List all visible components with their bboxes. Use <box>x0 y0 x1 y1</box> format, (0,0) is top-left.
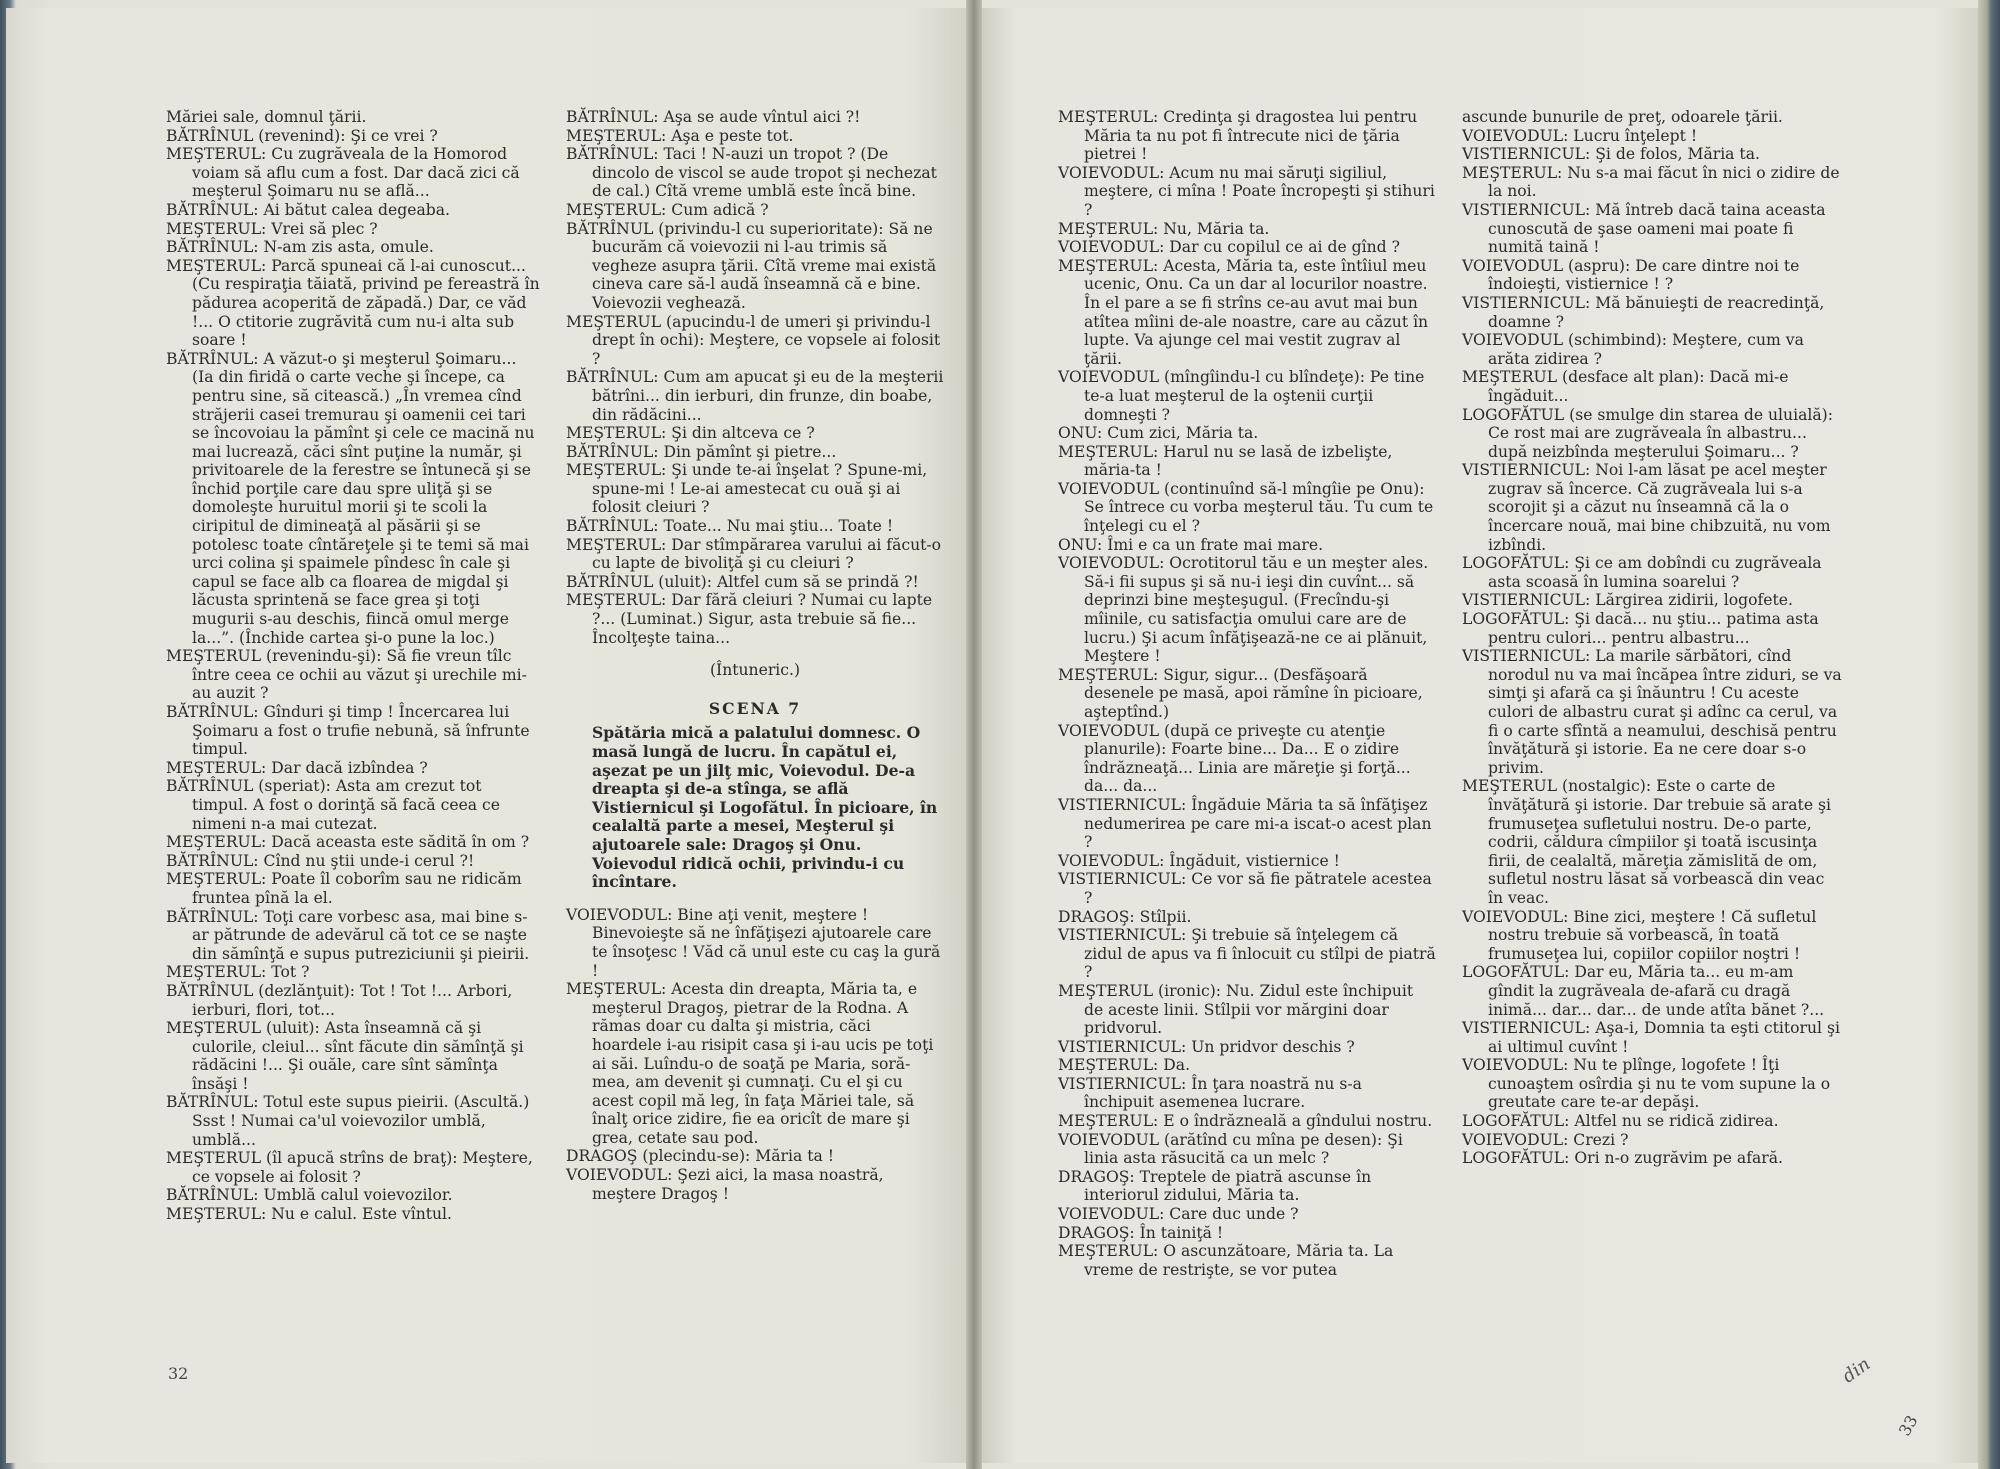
dialogue-line: MEŞTERUL: Şi unde te-ai înşelat ? Spune-mi, spune-mi ! Le-ai amestecat cu ouă şi ai folosit cleiuri ? <box>566 461 928 517</box>
page-number-left: 32 <box>168 1364 189 1383</box>
dialogue-line: VOIEVODUL: Şezi aici, la masa noastră, meştere Dragoş ! <box>566 1166 884 1203</box>
dialogue-line: MEŞTERUL: Cum adică ? <box>566 200 769 219</box>
dialogue-line: Măriei sale, domnul ţării. <box>166 108 367 126</box>
dialogue-line: MEŞTERUL: Aşa e peste tot. <box>566 126 794 145</box>
dialogue-line: DRAGOŞ (plecindu-se): Măria ta ! <box>566 1147 834 1166</box>
dialogue-line: BĂTRÎNUL: A văzut-o şi meşterul Şoimaru... (Ia din firidă o carte veche şi începe, ca pentru sine, să citească.) „În vremea cînd străjerii casei tremurau şi oamenii cei tari se încovoiau la pămînt şi cele ce macină nu mai lucrează, căci sînt puţine la număr, şi privitoarele de la ferestre se întunecă şi se închid porţile care dau spre uliţă şi se domoleşte huruitul morii şi te scoli la ciripitul de dimineaţă al păsării şi se potolesc toate cîntăreţele şi te temi să mai urci colina şi spaimele pîndesc în cale şi capul se face alb ca floarea de migdal şi lăcusta sprintenă se face grea şi toţi mugurii s-au deschis, fiincă omul merge la...”. (Închide cartea şi-o pune la loc.) <box>166 349 535 647</box>
right-column-1 <box>1058 108 1436 1279</box>
dialogue-line: MEŞTERUL: Tot ? <box>166 963 310 982</box>
dialogue-line: DRAGOŞ: Stîlpii. <box>1058 907 1192 926</box>
scene-description: Spătăria mică a palatului domnesc. O masă lungă de lucru. În capătul ei, aşezat pe un jilţ mic, Voievodul. De-a dreapta şi de-a stînga, se află Vistiernicul şi Logofătul. În picioare, în cealaltă parte a mesei, Meşterul şi ajutoarele sale: Dragoş şi Onu. Voievodul ridică ochii, privindu-i cu încîntare. <box>592 723 938 892</box>
dialogue-line: VOIEVODUL: Bine zici, meştere ! Că sufletul nostru trebuie să vorbească, în toată frumuseţea lui, copiilor copiilor noştri ! <box>1462 907 1817 963</box>
dialogue-line: VOIEVODUL (schimbind): Meştere, cum va arăta zidirea ? <box>1462 331 1804 368</box>
left-column-1 <box>166 108 542 1224</box>
book-cover-edge <box>1978 0 2000 1469</box>
dialogue-line: MEŞTERUL (apucindu-l de umeri şi privindu-l drept în ochi): Meştere, ce vopsele ai folosit ? <box>566 312 941 368</box>
dialogue-line: VISTIERNICUL: Şi de folos, Măria ta. <box>1462 145 1760 164</box>
dialogue-line: VOIEVODUL (mîngîindu-l cu blîndeţe): Pe tine te-a luat meşterul de la oştenii curţii domneşti ? <box>1058 368 1425 424</box>
dialogue-line: VOIEVODUL: Nu te plînge, logofete ! Îţi cunoaştem osîrdia şi nu te vom supune la o greutate care te-ar depăşi. <box>1462 1056 1831 1112</box>
left-column-2 <box>566 108 944 1203</box>
dialogue-line: MEŞTERUL: Acesta din dreapta, Măria ta, e meşterul Dragoş, pietrar de la Rodna. A rămas doar cu dalta şi mistria, căci hoardele i-au risipit casa şi i-au ucis pe toţi ai săi. Luîndu-o de soaţă pe Maria, soră-mea, am devenit şi cumnaţi. Cu el şi cu acest copil mă leg, în faţa Măriei tale, să înalţ orice zidire, fie ea oricît de mare şi grea, cetate sau pod. <box>566 980 934 1147</box>
dialogue-line: MEŞTERUL: O ascunzătoare, Măria ta. La vreme de restrişte, se vor putea <box>1058 1242 1394 1279</box>
dialogue-line: BĂTRÎNUL: Cum am apucat şi eu de la meşterii bătrîni... din ierburi, din frunze, din boabe, din rădăcini... <box>566 368 944 424</box>
dialogue-line: MEŞTERUL (revenindu-şi): Să fie vreun tîlc între ceea ce ochii au văzut şi urechile mi-au auzit ? <box>166 647 527 703</box>
dialogue-line: VOIEVODUL (continuînd să-l mîngîie pe Onu): Se întrece cu vorba meşterul tău. Tu cum te înţelegi cu el ? <box>1058 479 1434 536</box>
dialogue-line: VISTIERNICUL: Aşa-i, Domnia ta eşti ctitorul şi ai ultimul cuvînt ! <box>1462 1019 1840 1056</box>
dialogue-line: MEŞTERUL: Sigur, sigur... (Desfăşoară desenele pe masă, apoi rămîne în picioare, aşteptînd.) <box>1058 665 1423 721</box>
dialogue-line: VOIEVODUL (aspru): De care dintre noi te îndoieşti, vistiernice ! ? <box>1462 256 1800 294</box>
dialogue-line: VOIEVODUL: Lucru înţelept ! <box>1462 126 1698 145</box>
dialogue-line: VOIEVODUL: Acum nu mai săruţi sigiliul, meştere, ci mîna ! Poate încropeşti şi stihuri ? <box>1058 163 1435 219</box>
dialogue-line: LOGOFĂTUL: Ori n-o zugrăvim pe afară. <box>1462 1149 1783 1168</box>
book-gutter <box>966 0 982 1469</box>
dialogue-line: MEŞTERUL (îl apucă strîns de braţ): Meştere, ce vopsele ai folosit ? <box>166 1149 533 1186</box>
dialogue-line: BĂTRÎNUL: N-am zis asta, omule. <box>166 238 434 257</box>
dialogue-line: LOGOFĂTUL: Altfel nu se ridică zidirea. <box>1462 1112 1779 1131</box>
dialogue-line: MEŞTERUL: Dacă aceasta este sădită în om ? <box>166 833 530 852</box>
left-page <box>6 8 974 1463</box>
dialogue-line: VOIEVODUL (după ce priveşte cu atenţie planurile): Foarte bine... Da... E o zidire îndrăzneaţă... Linia are măreţie şi forţă... da... da... <box>1058 721 1411 796</box>
dialogue-line: VOIEVODUL: Dar cu copilul ce ai de gînd ? <box>1058 238 1400 257</box>
dialogue-line: MEŞTERUL: Nu s-a mai făcut în nici o zidire de la noi. <box>1462 163 1840 201</box>
dialogue-line: BĂTRÎNUL (privindu-l cu superioritate): Să ne bucurăm că voievozii ni l-au trimis să vegheze asupra ţării. Cîtă vreme mai există cineva care să-l audă înseamnă că e bine. Voievozii veghează. <box>566 219 937 312</box>
dialogue-line: MEŞTERUL: Şi din altceva ce ? <box>566 424 815 443</box>
dialogue-line: MEŞTERUL: E o îndrăzneală a gîndului nostru. <box>1058 1112 1433 1131</box>
dialogue-line: BĂTRÎNUL: Toate... Nu mai ştiu... Toate ! <box>566 517 894 536</box>
dialogue-line: VOIEVODUL: Crezi ? <box>1462 1130 1629 1149</box>
scene-heading: SCENA 7 <box>708 698 802 718</box>
margin-note: din <box>1838 1353 1875 1388</box>
dialogue-line: MEŞTERUL (desface alt plan): Dacă mi-e îngăduit... <box>1462 368 1789 405</box>
dialogue-line: BĂTRÎNUL: Taci ! N-auzi un tropot ? (De dincolo de viscol se aude tropot şi nechezat de cal.) Cîtă vreme umblă este încă bine. <box>566 145 937 201</box>
dialogue-line: MEŞTERUL (ironic): Nu. Zidul este închipuit de aceste linii. Stîlpii vor mărgini doar pridvorul. <box>1058 981 1414 1038</box>
dialogue-line: MEŞTERUL: Harul nu se lasă de izbelişte, măria-ta ! <box>1058 442 1393 480</box>
dialogue-line: VISTIERNICUL: Şi trebuie să înţelegem că zidul de apus va fi înlocuit cu stîlpi de piatră ? <box>1058 926 1436 982</box>
dialogue-line: MEŞTERUL: Da. <box>1058 1056 1191 1075</box>
dialogue-line: BĂTRÎNUL (uluit): Altfel cum să se prindă ?! <box>566 572 919 591</box>
dialogue-line: BĂTRÎNUL: Cînd nu ştii unde-i cerul ?! <box>166 851 475 870</box>
dialogue-line: MEŞTERUL: Dar fără cleiuri ? Numai cu lapte ?... (Luminat.) Sigur, asta trebuie să fie... Încolţeşte taina... <box>566 591 933 647</box>
dialogue-line: MEŞTERUL: Acesta, Măria ta, este întîiul meu ucenic, Onu. Ca un dar al locurilor noastre. În el pare a se fi strîns ce-au avut mai bun atîtea mîini de-ale noastre, care au căzut în lupte. Va ajunge cel mai vestit zugrav al ţării. <box>1058 256 1429 368</box>
dialogue-line: VOIEVODUL: Ocrotitorul tău e un meşter ales. Să-i fii supus şi să nu-i ieşi din cuvînt... să deprinzi bine meşteşugul. (Frecîndu-şi mîinile, cu satisfacţia omului care are de lucru.) Şi acum înfăţişează-ne ce ai plănuit, Meştere ! <box>1058 554 1429 666</box>
dialogue-line: VISTIERNICUL: La marile sărbători, cînd norodul nu va mai încăpea între ziduri, se va simţi şi afară ca şi înăuntru ! Cu aceste culori de albastru curat şi adînc ca cerul, va fi o carte sfîntă a neamului, deschisă pentru învăţătură şi istorie. Ea ne cere doar s-o privim. <box>1462 647 1842 777</box>
dialogue-line: ascunde bunurile de preţ, odoarele ţării. <box>1462 108 1783 126</box>
dialogue-line: VOIEVODUL: Bine aţi venit, meştere ! Binevoieşte să ne înfăţişezi ajutoarele care te însoţesc ! Văd că unul este cu caş la gură ! <box>566 905 941 980</box>
dialogue-line: LOGOFĂTUL: Şi ce am dobîndi cu zugrăveala asta scoasă în lumina soarelui ? <box>1462 554 1822 591</box>
dialogue-line: BĂTRÎNUL: Umblă calul voievozilor. <box>166 1186 453 1205</box>
dialogue-line: BĂTRÎNUL (dezlănţuit): Tot ! Tot !... Arbori, ierburi, flori, tot... <box>166 981 513 1019</box>
dialogue-line: VISTIERNICUL: Ce vor să fie pătratele acestea ? <box>1058 870 1432 907</box>
dialogue-line: BĂTRÎNUL: Ai bătut calea degeaba. <box>166 200 450 219</box>
stage-direction: (Întuneric.) <box>709 661 801 680</box>
dialogue-line: LOGOFĂTUL (se smulge din starea de uluială): Ce rost mai are zugrăveala în albastru... după neizbînda meşterului Şoimaru... ? <box>1462 405 1833 461</box>
page-number-right: 33 <box>1894 1411 1922 1440</box>
dialogue-line: MEŞTERUL: Poate îl coborîm sau ne ridicăm fruntea pînă la el. <box>166 870 522 907</box>
dialogue-line: VOIEVODUL: Care duc unde ? <box>1058 1205 1299 1224</box>
dialogue-line: BĂTRÎNUL: Aşa se aude vîntul aici ?! <box>566 108 861 126</box>
dialogue-line: VISTIERNICUL: Un pridvor deschis ? <box>1058 1037 1355 1056</box>
dialogue-line: MEŞTERUL: Nu e calul. Este vîntul. <box>166 1205 452 1224</box>
dialogue-line: ONU: Cum zici, Măria ta. <box>1058 424 1259 443</box>
right-column-2 <box>1462 108 1844 1168</box>
dialogue-line: MEŞTERUL (uluit): Asta înseamnă că şi culorile, cleiul... sînt făcute din sămînţă şi rădăcini !... Şi ouăle, care sînt sămînţa însăşi ! <box>166 1019 524 1093</box>
dialogue-line: BĂTRÎNUL: Toţi care vorbesc asa, mai bine s-ar pătrunde de adevărul că tot ce se naşte din sămînţă e supus putreziciunii şi pieirii. <box>166 907 530 963</box>
dialogue-line: VISTIERNICUL: Mă întreb dacă taina aceasta cunoscută de şase oameni mai poate fi numită taină ! <box>1462 200 1826 257</box>
dialogue-line: LOGOFĂTUL: Dar eu, Măria ta... eu m-am gîndit la zugrăveala de-afară cu dragă inimă... dar... dar... de unde atîta bănet ?... <box>1462 963 1825 1019</box>
dialogue-line: VISTIERNICUL: În ţara noastră nu s-a închipuit asemenea lucrare. <box>1058 1074 1362 1112</box>
dialogue-line: MEŞTERUL: Nu, Măria ta. <box>1058 219 1270 238</box>
dialogue-line: BĂTRÎNUL: Din pămînt şi pietre... <box>566 442 837 461</box>
dialogue-line: MEŞTERUL: Parcă spuneai că l-ai cunoscut... (Cu respiraţia tăiată, privind pe fereastră în pădurea acoperită de zăpadă.) Dar, ce văd !... O ctitorie zugrăvită cum nu-i alta sub soare ! <box>166 256 540 350</box>
dialogue-line: DRAGOŞ: Treptele de piatră ascunse în interiorul zidului, Măria ta. <box>1058 1167 1372 1205</box>
dialogue-line: BĂTRÎNUL: Gînduri şi timp ! Încercarea lui Şoimaru a fost o trufie nebună, să înfrunte timpul. <box>166 703 530 759</box>
dialogue-line: MEŞTERUL: Dar stîmpărarea varului ai făcut-o cu lapte de bivoliţă şi cu cleiuri ? <box>566 535 942 573</box>
dialogue-line: LOGOFĂTUL: Şi dacă... nu ştiu... patima asta pentru culori... pentru albastru... <box>1462 610 1819 647</box>
dialogue-line: MEŞTERUL (nostalgic): Este o carte de învăţătură şi istorie. Dar trebuie să arate şi frumuseţea sufletului nostru. De-o parte, codrii, căldura cîmpiilor şi toată iscusinţa firii, de cealaltă, măreţia zămislită de om, sufletul nostru lăsat să vorbească din veac în veac. <box>1462 777 1831 907</box>
dialogue-line: MEŞTERUL: Dar dacă izbîndea ? <box>166 758 428 777</box>
dialogue-line: MEŞTERUL: Credinţa şi dragostea lui pentru Măria ta nu pot fi întrecute nici de ţăria pietrei ! <box>1058 108 1418 164</box>
dialogue-line: VISTIERNICUL: Noi l-am lăsat pe acel meşter zugrav să încerce. Că zugrăveala lui s-a scorojit şi a căzut nu înseamnă că la o încercare nouă, mai bine chibzuită, nu vom izbîndi. <box>1462 461 1831 554</box>
dialogue-line: DRAGOŞ: În tainiţă ! <box>1058 1223 1224 1242</box>
dialogue-line: VISTIERNICUL: Mă bănuieşti de reacredinţă, doamne ? <box>1462 293 1825 331</box>
dialogue-line: BĂTRÎNUL (speriat): Asta am crezut tot timpul. A fost o dorinţă să facă ceea ce nimeni n-a mai cutezat. <box>166 777 501 833</box>
dialogue-line: MEŞTERUL: Vrei să plec ? <box>166 219 378 238</box>
dialogue-line: BĂTRÎNUL: Totul este supus pieirii. (Ascultă.) Ssst ! Numai ca'ul voievozilor umblă, umblă... <box>166 1093 530 1149</box>
dialogue-line: VISTIERNICUL: Lărgirea zidirii, logofete. <box>1462 591 1793 610</box>
dialogue-line: BĂTRÎNUL (revenind): Şi ce vrei ? <box>166 126 438 145</box>
dialogue-line: VOIEVODUL (arătînd cu mîna pe desen): Şi linia asta răsucită ca un melc ? <box>1058 1130 1403 1168</box>
dialogue-line: MEŞTERUL: Cu zugrăveala de la Homorod voiam să aflu cum a fost. Dar dacă zici că meşterul Şoimaru nu se află... <box>166 145 520 201</box>
dialogue-line: VISTIERNICUL: Îngăduie Măria ta să înfăţişez nedumerirea pe care mi-a iscat-o acest plan ? <box>1058 795 1432 852</box>
dialogue-line: VOIEVODUL: Îngăduit, vistiernice ! <box>1058 851 1340 870</box>
dialogue-line: ONU: Îmi e ca un frate mai mare. <box>1058 535 1324 554</box>
right-page <box>976 8 1978 1463</box>
